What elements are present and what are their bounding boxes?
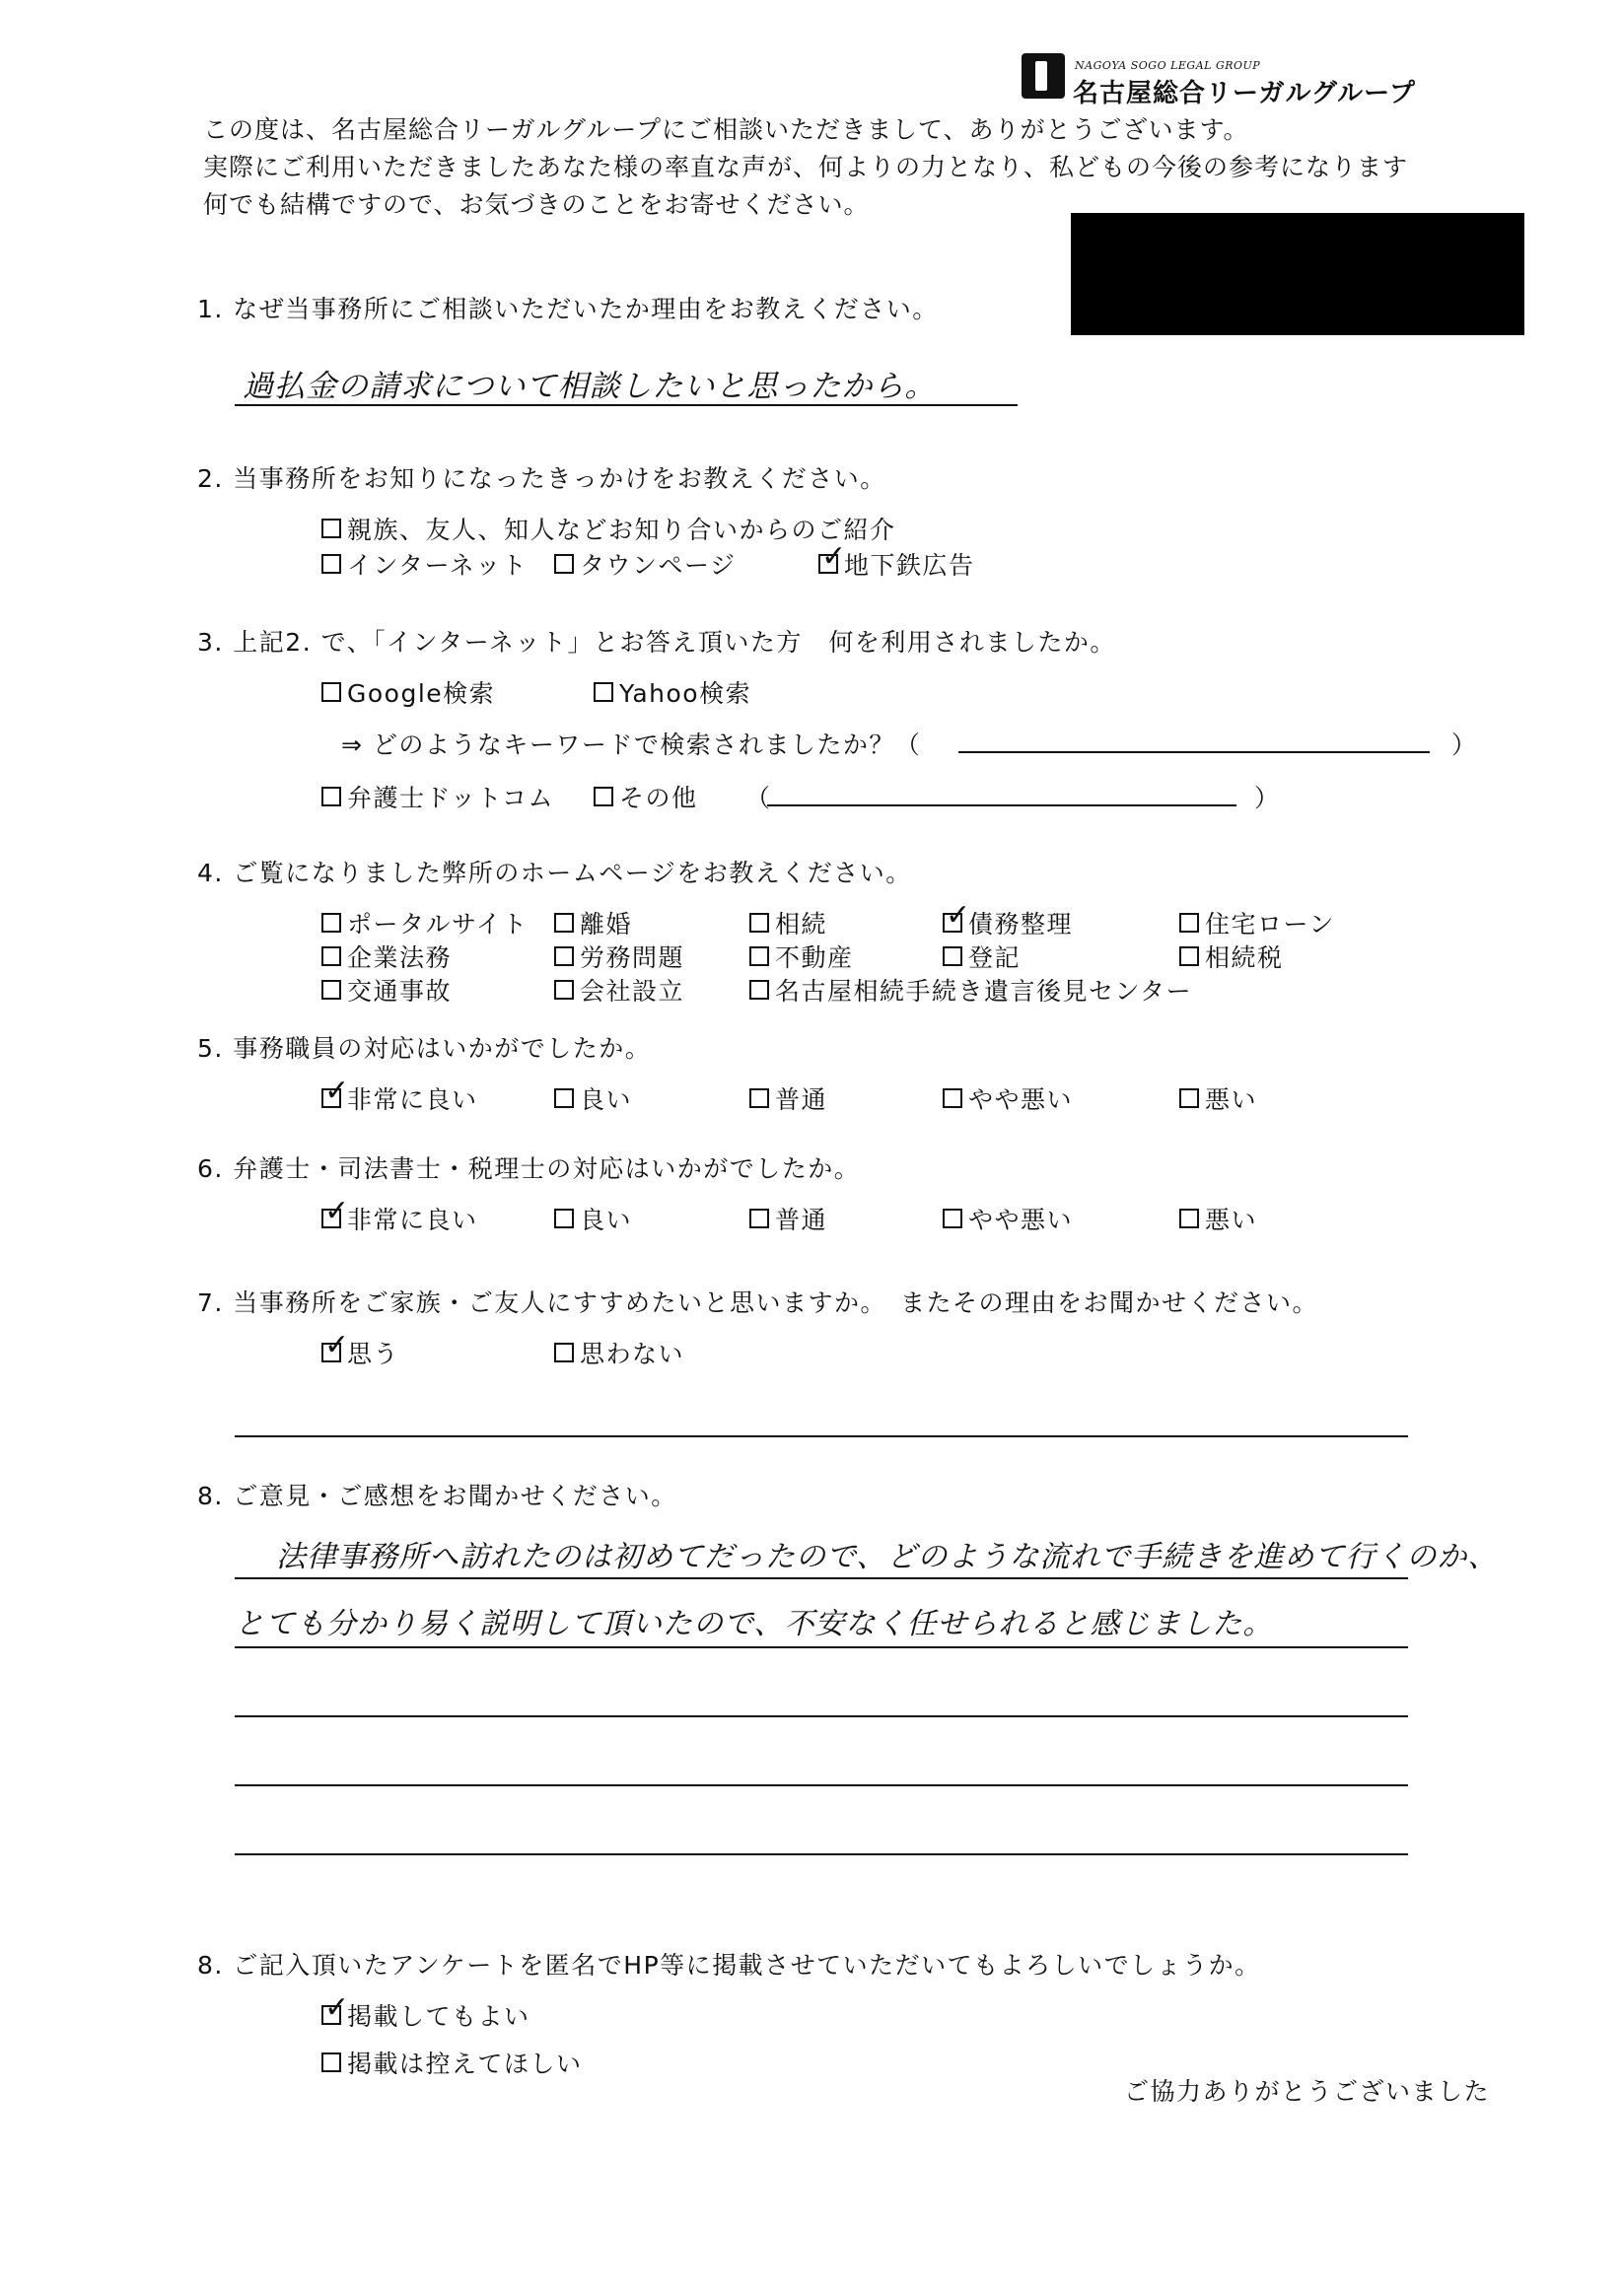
- q5-option-somewhat-bad-checkbox[interactable]: [943, 1088, 962, 1108]
- q6-option-good-label: 良い: [580, 1206, 633, 1234]
- q9-option-decline-label: 掲載は控えてほしい: [347, 2050, 583, 2078]
- q3-option-bengoshi-dotcom-checkbox[interactable]: [321, 787, 341, 806]
- q8-line-2[interactable]: [235, 1646, 1408, 1648]
- q6-option-average[interactable]: [749, 1201, 827, 1236]
- question-9: 8. ご記入頂いたアンケートを匿名でHP等に掲載させていただいてもよろしいでしょうか。: [197, 1951, 1261, 1980]
- answer-1-line: [235, 404, 1018, 406]
- answer-1-handwritten: 過払金の請求について相談したいと思ったから。: [243, 369, 937, 404]
- q4-option-real-estate-checkbox[interactable]: [749, 946, 769, 966]
- q4-option-registration[interactable]: [943, 939, 1021, 974]
- q5-option-average[interactable]: [749, 1080, 827, 1116]
- q2-option-subway-ad-checkbox[interactable]: [818, 554, 838, 574]
- q2-option-internet[interactable]: [321, 546, 528, 582]
- q6-option-average-label: 普通: [775, 1206, 828, 1234]
- q5-option-good-label: 良い: [580, 1085, 633, 1114]
- q6-option-bad-checkbox[interactable]: [1179, 1209, 1199, 1228]
- q4-option-debt[interactable]: [943, 905, 1073, 940]
- q4-option-corporate[interactable]: [321, 939, 452, 974]
- q4-option-inheritance-tax-checkbox[interactable]: [1179, 946, 1199, 966]
- q3-keyword-close-paren: ）: [1451, 731, 1478, 759]
- q5-option-good[interactable]: [554, 1080, 632, 1116]
- q2-option-internet-checkbox[interactable]: [321, 554, 341, 574]
- q9-option-allow-label: 掲載してもよい: [347, 2002, 530, 2031]
- q4-option-registration-label: 登記: [968, 943, 1022, 972]
- q4-option-home-loan-label: 住宅ローン: [1205, 910, 1336, 939]
- q4-option-nagoya-center-label: 名古屋相続手続き遺言後見センター: [775, 977, 1193, 1006]
- q4-option-labor[interactable]: [554, 939, 684, 974]
- q4-option-divorce-label: 離婚: [580, 910, 633, 939]
- q4-option-inheritance-tax[interactable]: [1179, 939, 1284, 974]
- q5-option-somewhat-bad-label: やや悪い: [968, 1085, 1074, 1114]
- q7-option-yes-checkbox[interactable]: [321, 1343, 341, 1362]
- q5-option-average-checkbox[interactable]: [749, 1088, 769, 1108]
- q4-option-inheritance[interactable]: [749, 905, 827, 940]
- q2-option-internet-label: インターネット: [347, 551, 529, 580]
- q7-option-yes[interactable]: [321, 1335, 399, 1370]
- q5-option-very-good-label: 非常に良い: [347, 1085, 478, 1114]
- q4-option-nagoya-center-checkbox[interactable]: [749, 980, 769, 1000]
- redaction-block: [1071, 213, 1524, 335]
- q6-option-somewhat-bad[interactable]: [943, 1201, 1073, 1236]
- q5-option-average-label: 普通: [775, 1085, 828, 1114]
- q4-option-nagoya-center[interactable]: [749, 972, 1192, 1008]
- q8-line-4[interactable]: [235, 1784, 1408, 1786]
- question-5: 5. 事務職員の対応はいかがでしたか。: [197, 1034, 652, 1063]
- q6-option-bad-label: 悪い: [1205, 1206, 1258, 1234]
- q8-line-3[interactable]: [235, 1715, 1408, 1717]
- q6-option-good-checkbox[interactable]: [554, 1209, 574, 1228]
- q4-option-traffic-accident-checkbox[interactable]: [321, 980, 341, 1000]
- q3-option-yahoo[interactable]: [594, 674, 751, 710]
- q5-option-bad-label: 悪い: [1205, 1085, 1258, 1114]
- q3-option-google-label: Google検索: [347, 679, 496, 708]
- question-3: 3. 上記2. で、「インターネット」とお答え頂いた方 何を利用されましたか。: [197, 628, 1116, 657]
- q3-other-close-paren: ）: [1254, 784, 1281, 812]
- logo-english: NAGOYA SOGO LEGAL GROUP: [1075, 59, 1261, 72]
- question-2: 2. 当事務所をお知りになったきっかけをお教えください。: [197, 464, 886, 493]
- q5-option-bad[interactable]: [1179, 1080, 1257, 1116]
- question-8: 8. ご意見・ご感想をお聞かせください。: [197, 1482, 677, 1510]
- q9-option-allow[interactable]: [321, 1997, 530, 2033]
- q4-option-traffic-accident[interactable]: [321, 972, 452, 1008]
- question-6: 6. 弁護士・司法書士・税理士の対応はいかがでしたか。: [197, 1154, 861, 1183]
- q4-option-traffic-accident-label: 交通事故: [347, 977, 453, 1006]
- q7-option-no[interactable]: [554, 1335, 684, 1370]
- q5-option-somewhat-bad[interactable]: [943, 1080, 1073, 1116]
- q3-option-google[interactable]: [321, 674, 495, 710]
- q4-option-company-setup-checkbox[interactable]: [554, 980, 574, 1000]
- q4-option-inheritance-checkbox[interactable]: [749, 913, 769, 933]
- q6-option-good[interactable]: [554, 1201, 632, 1236]
- answer-8-handwritten-line-2: とても分かり易く説明して頂いたので、不安なく任せられると感じました。: [235, 1607, 1274, 1641]
- question-4: 4. ご覧になりました弊所のホームページをお教えください。: [197, 859, 912, 887]
- q5-option-bad-checkbox[interactable]: [1179, 1088, 1199, 1108]
- answer-8-handwritten-line-1: 法律事務所へ訪れたのは初めてだったので、どのような流れで手続きを進めて行くのか、: [276, 1540, 1499, 1574]
- q3-option-other-label: その他: [619, 784, 698, 812]
- q7-reason-line[interactable]: [235, 1435, 1408, 1437]
- q4-option-debt-label: 債務整理: [968, 910, 1074, 939]
- intro-line-2: 実際にご利用いただきましたあなた様の率直な声が、何よりの力となり、私どもの今後の参考になります: [203, 153, 1409, 181]
- q4-option-inheritance-tax-label: 相続税: [1205, 943, 1284, 972]
- q6-option-very-good-checkbox[interactable]: [321, 1209, 341, 1228]
- intro-line-3: 何でも結構ですので、お気づきのことをお寄せください。: [203, 190, 870, 219]
- q6-option-somewhat-bad-checkbox[interactable]: [943, 1209, 962, 1228]
- q4-option-inheritance-label: 相続: [775, 910, 828, 939]
- question-7: 7. 当事務所をご家族・ご友人にすすめたいと思いますか。 またその理由をお聞かせください。: [197, 1288, 1319, 1317]
- q3-option-other-checkbox[interactable]: [594, 787, 613, 806]
- q4-option-labor-label: 労務問題: [580, 943, 685, 972]
- q7-option-yes-label: 思う: [347, 1340, 400, 1368]
- q3-keyword-prompt: ⇒ どのようなキーワードで検索されましたか？（: [341, 731, 922, 759]
- q4-option-real-estate[interactable]: [749, 939, 854, 974]
- q4-option-portal-checkbox[interactable]: [321, 913, 341, 933]
- logo-japanese: 名古屋総合リーガルグループ: [1073, 79, 1416, 108]
- q6-option-very-good-label: 非常に良い: [347, 1206, 478, 1234]
- q2-option-subway-ad-label: 地下鉄広告: [844, 551, 975, 580]
- closing-thanks: ご協力ありがとうございました: [1124, 2077, 1491, 2106]
- q3-keyword-input-line[interactable]: [958, 751, 1430, 753]
- q4-option-portal-label: ポータルサイト: [347, 910, 529, 939]
- q4-option-portal[interactable]: [321, 905, 529, 940]
- q5-option-very-good[interactable]: [321, 1080, 478, 1116]
- q3-option-bengoshi-dotcom[interactable]: [321, 779, 554, 814]
- q4-option-home-loan[interactable]: [1179, 905, 1335, 940]
- q6-option-average-checkbox[interactable]: [749, 1209, 769, 1228]
- question-1: 1. なぜ当事務所にご相談いただいたか理由をお教えください。: [197, 295, 939, 323]
- q7-option-no-checkbox[interactable]: [554, 1343, 574, 1362]
- q3-other-open-paren: （: [745, 784, 772, 812]
- q4-option-divorce-checkbox[interactable]: [554, 913, 574, 933]
- q2-option-referral-label: 親族、友人、知人などお知り合いからのご紹介: [347, 516, 896, 544]
- q4-option-home-loan-checkbox[interactable]: [1179, 913, 1199, 933]
- q4-option-registration-checkbox[interactable]: [943, 946, 962, 966]
- q4-option-corporate-checkbox[interactable]: [321, 946, 341, 966]
- q4-option-real-estate-label: 不動産: [775, 943, 854, 972]
- q9-option-allow-checkbox[interactable]: [321, 2005, 341, 2025]
- logo-mark-icon: [1022, 53, 1065, 99]
- q5-option-very-good-checkbox[interactable]: [321, 1088, 341, 1108]
- q2-option-subway-ad[interactable]: [818, 546, 975, 582]
- q4-option-company-setup-label: 会社設立: [580, 977, 685, 1006]
- q4-option-company-setup[interactable]: [554, 972, 684, 1008]
- q5-option-good-checkbox[interactable]: [554, 1088, 574, 1108]
- q4-option-corporate-label: 企業法務: [347, 943, 453, 972]
- q6-option-bad[interactable]: [1179, 1201, 1257, 1236]
- q2-option-townpage-label: タウンページ: [580, 551, 737, 580]
- q4-option-divorce[interactable]: [554, 905, 632, 940]
- q4-option-labor-checkbox[interactable]: [554, 946, 574, 966]
- q6-option-very-good[interactable]: [321, 1201, 478, 1236]
- q3-option-google-checkbox[interactable]: [321, 682, 341, 702]
- q9-option-decline[interactable]: [321, 2045, 583, 2080]
- q7-option-no-label: 思わない: [580, 1340, 685, 1368]
- q9-option-decline-checkbox[interactable]: [321, 2052, 341, 2072]
- q4-option-debt-checkbox[interactable]: [943, 913, 962, 933]
- q3-option-yahoo-checkbox[interactable]: [594, 682, 613, 702]
- intro-line-1: この度は、名古屋総合リーガルグループにご相談いただきまして、ありがとうございます。: [203, 115, 1249, 144]
- q3-option-other[interactable]: [594, 779, 698, 814]
- q6-option-somewhat-bad-label: やや悪い: [968, 1206, 1074, 1234]
- q2-option-townpage[interactable]: [554, 546, 737, 582]
- q2-option-townpage-checkbox[interactable]: [554, 554, 574, 574]
- q3-other-input-line[interactable]: [767, 804, 1236, 806]
- q2-option-referral[interactable]: [321, 511, 896, 546]
- q3-option-yahoo-label: Yahoo検索: [619, 679, 752, 708]
- q8-line-1[interactable]: [235, 1577, 1408, 1579]
- q3-option-bengoshi-dotcom-label: 弁護士ドットコム: [347, 784, 555, 812]
- q2-option-referral-checkbox[interactable]: [321, 519, 341, 538]
- q8-line-5[interactable]: [235, 1853, 1408, 1855]
